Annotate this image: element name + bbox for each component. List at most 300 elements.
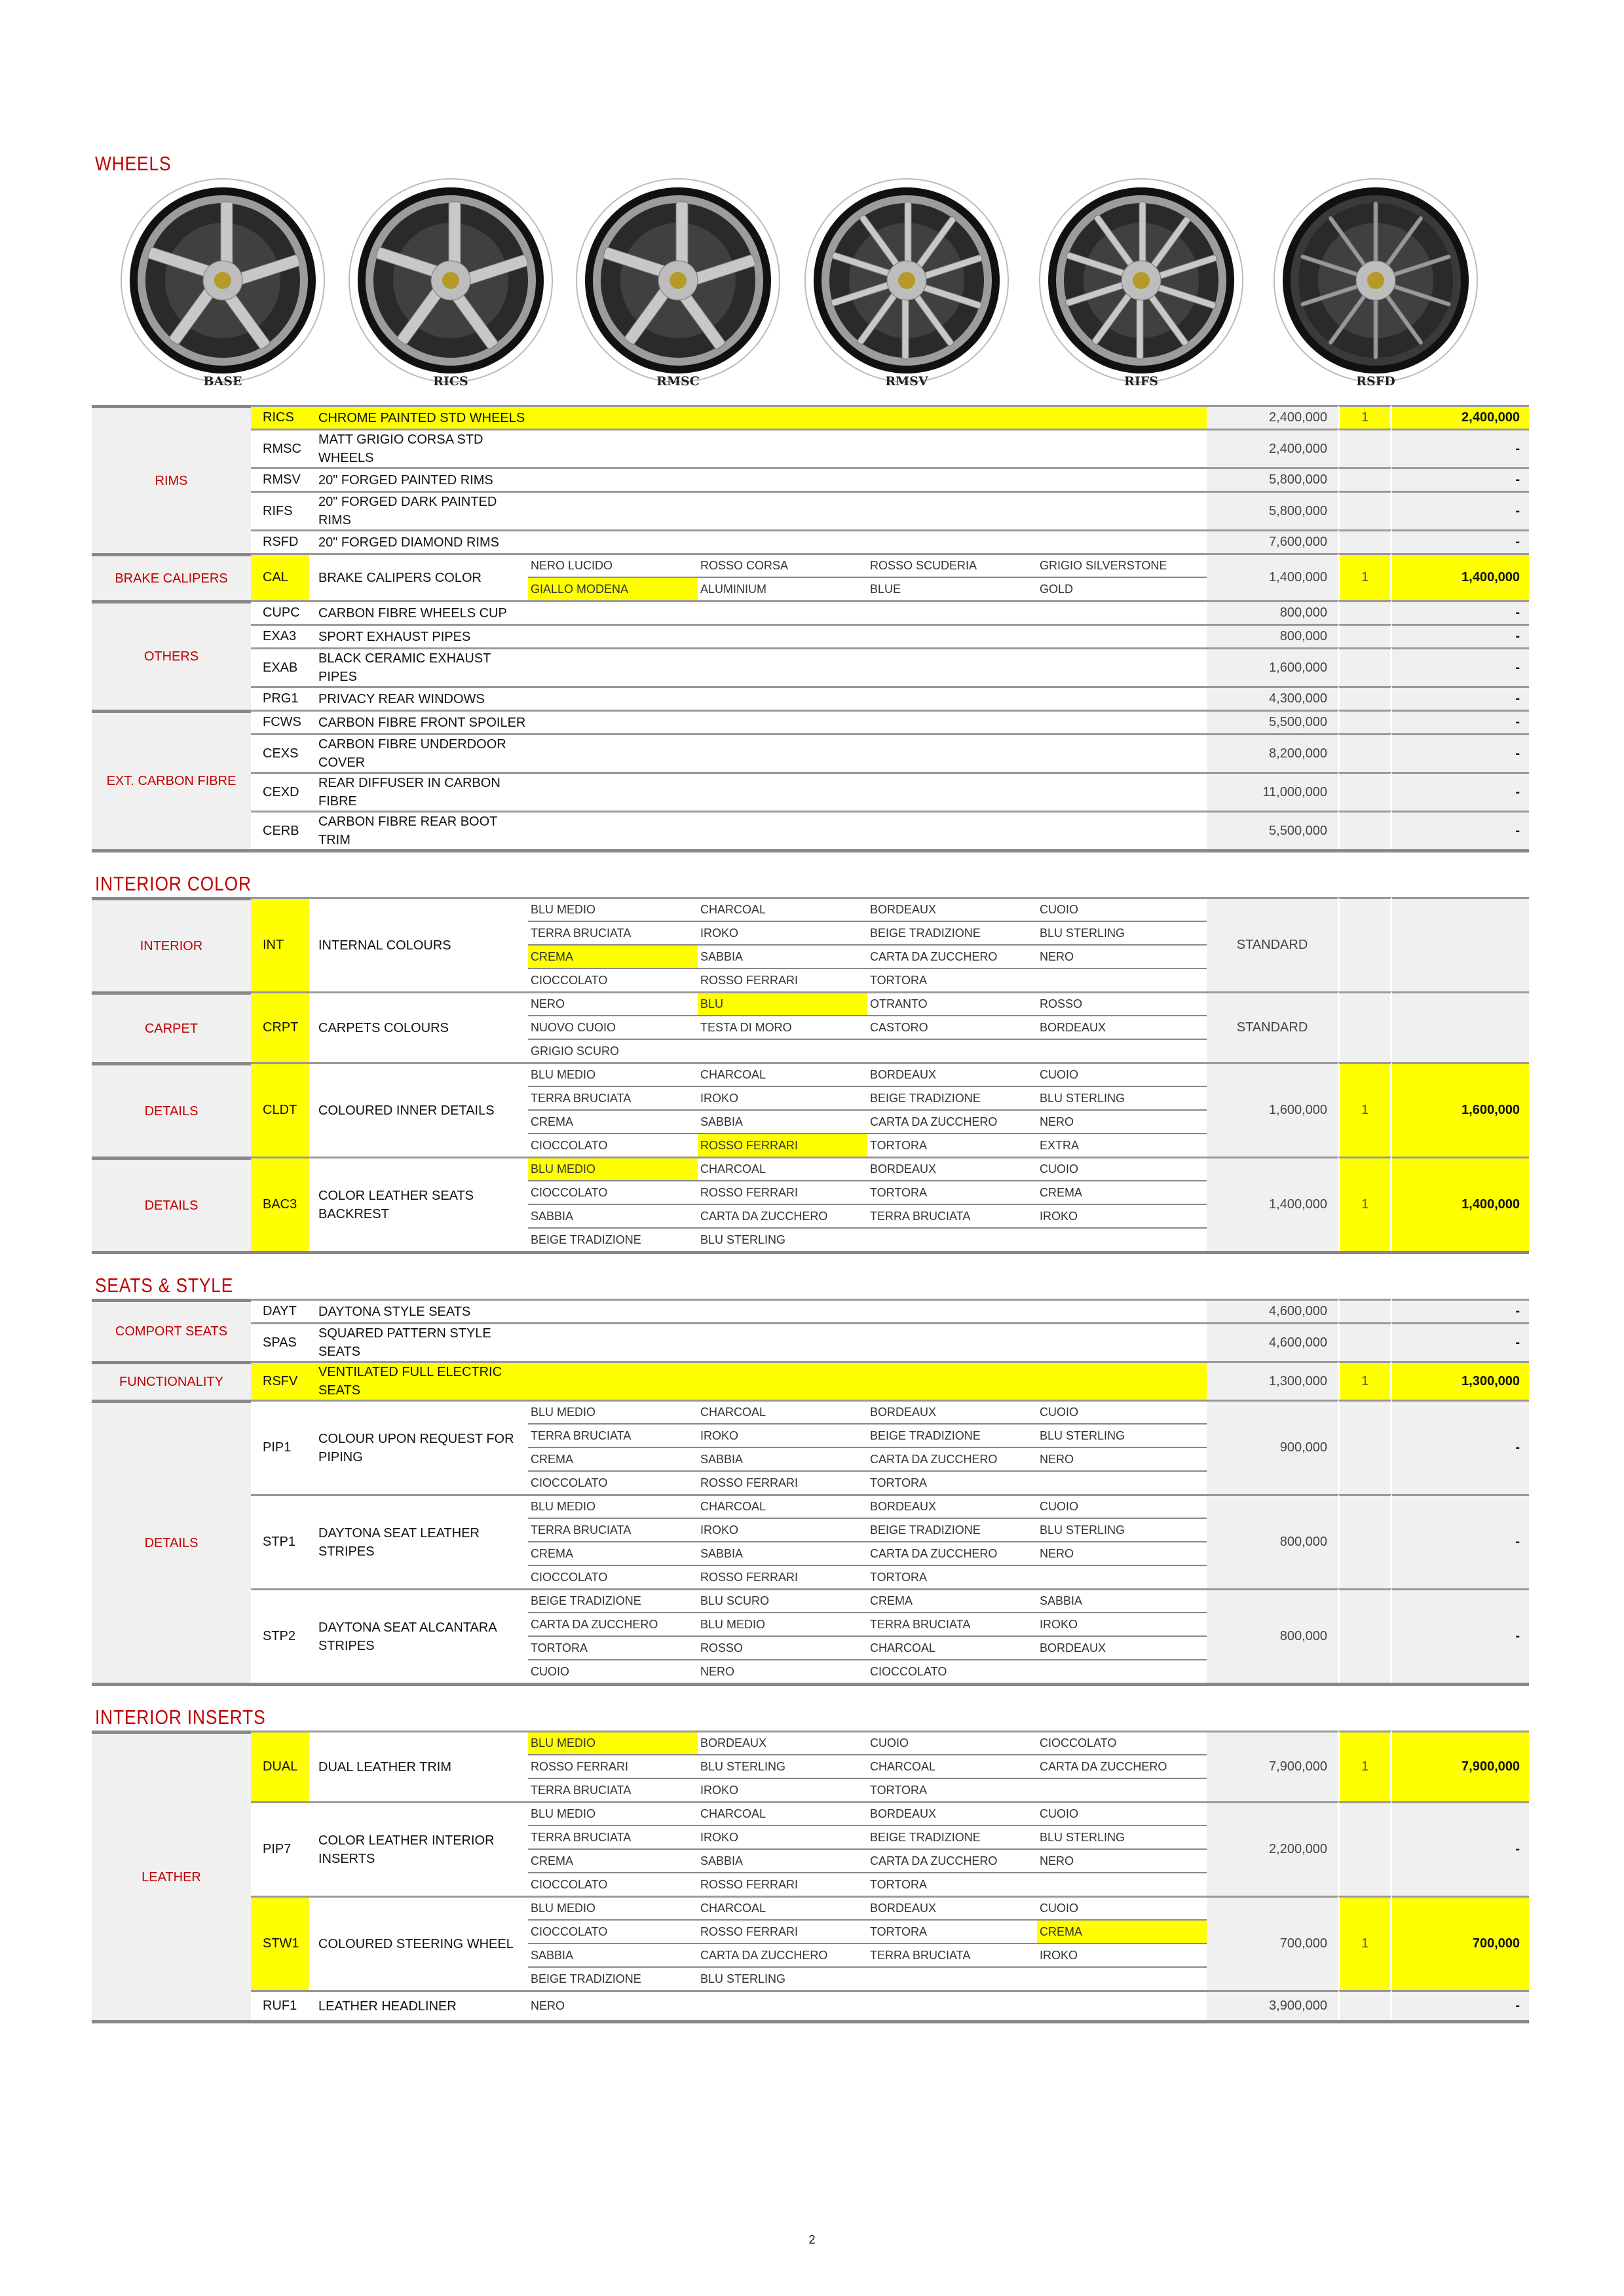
color-option: BLU STERLING xyxy=(1037,1423,1207,1447)
section-title-interior-color: INTERIOR COLOR xyxy=(95,872,252,895)
total-price: - xyxy=(1392,733,1529,772)
color-option: CHARCOAL xyxy=(867,1636,1037,1659)
total-price xyxy=(1392,991,1529,1062)
quantity: 1 xyxy=(1338,1157,1392,1251)
color-option: IROKO xyxy=(1037,1612,1207,1636)
price: 2,400,000 xyxy=(1207,405,1338,429)
wheel-icon xyxy=(1271,176,1481,385)
total-price: - xyxy=(1392,467,1529,491)
quantity xyxy=(1338,710,1392,733)
option-code: CEXD xyxy=(251,772,309,811)
color-option: NUOVO CUOIO xyxy=(528,1015,698,1039)
empty-options-cell xyxy=(528,1361,1207,1400)
color-option: BORDEAUX xyxy=(867,1062,1037,1086)
option-description: COLOR LEATHER SEATS BACKREST xyxy=(309,1157,528,1251)
selected-color-option: BLU MEDIO xyxy=(528,1157,698,1180)
color-option: NERO xyxy=(1037,1447,1207,1470)
option-row xyxy=(92,1801,1529,1825)
color-option: SABBIA xyxy=(698,944,867,968)
group-label: LEATHER xyxy=(92,1731,251,2020)
quantity: 1 xyxy=(1338,1361,1392,1400)
color-option: IROKO xyxy=(1037,1943,1207,1966)
total-price xyxy=(1392,897,1529,991)
option-row xyxy=(92,1157,1529,1180)
empty-options-cell xyxy=(528,624,1207,647)
color-option: ROSSO FERRARI xyxy=(698,1180,867,1204)
color-option: CHARCOAL xyxy=(698,1157,867,1180)
color-option: CHARCOAL xyxy=(698,1801,867,1825)
option-row xyxy=(92,686,1529,710)
color-option: ALUMINIUM xyxy=(698,577,867,600)
option-row xyxy=(92,405,1529,429)
total-price: - xyxy=(1392,811,1529,849)
wheel-label: BASE xyxy=(203,374,242,389)
color-option xyxy=(1037,1872,1207,1896)
color-option: IROKO xyxy=(698,921,867,944)
option-code: CEXS xyxy=(251,733,309,772)
color-option: CUOIO xyxy=(528,1659,698,1683)
price: 700,000 xyxy=(1207,1896,1338,1990)
price-list xyxy=(92,152,1529,2023)
color-option: SABBIA xyxy=(528,1204,698,1227)
color-option: CIOCCOLATO xyxy=(528,1565,698,1588)
color-option: BLUE xyxy=(867,577,1037,600)
color-option: TORTORA xyxy=(867,1565,1037,1588)
total-price: - xyxy=(1392,1322,1529,1361)
option-row xyxy=(92,529,1529,553)
color-option: BLU STERLING xyxy=(1037,1518,1207,1541)
option-row xyxy=(92,1062,1529,1086)
group-label: DETAILS xyxy=(92,1400,251,1683)
price: 1,600,000 xyxy=(1207,647,1338,686)
color-option: CHARCOAL xyxy=(698,1494,867,1518)
total-price: - xyxy=(1392,772,1529,811)
color-option: GRIGIO SILVERSTONE xyxy=(1037,553,1207,577)
seats-style-table xyxy=(92,1299,1529,1686)
option-description: REAR DIFFUSER IN CARBON FIBRE xyxy=(309,772,528,811)
option-description: COLOR LEATHER INTERIOR INSERTS xyxy=(309,1801,528,1896)
option-code: CAL xyxy=(251,553,309,600)
total-price: 1,600,000 xyxy=(1392,1062,1529,1157)
price: 1,400,000 xyxy=(1207,553,1338,600)
option-code: RMSV xyxy=(251,467,309,491)
option-code: DAYT xyxy=(251,1299,309,1322)
color-option: IROKO xyxy=(698,1825,867,1848)
price: STANDARD xyxy=(1207,991,1338,1062)
option-description: COLOUR UPON REQUEST FOR PIPING xyxy=(309,1400,528,1494)
quantity: 1 xyxy=(1338,1062,1392,1157)
color-option: NERO xyxy=(528,991,698,1015)
color-option xyxy=(1037,1039,1207,1062)
color-option: BLU MEDIO xyxy=(528,1400,698,1423)
option-description: CARBON FIBRE WHEELS CUP xyxy=(309,600,528,624)
color-option: BLU STERLING xyxy=(1037,1086,1207,1109)
quantity xyxy=(1338,1400,1392,1494)
color-option: CIOCCOLATO xyxy=(528,1180,698,1204)
quantity: 1 xyxy=(1338,405,1392,429)
total-price: 7,900,000 xyxy=(1392,1731,1529,1801)
color-option: SABBIA xyxy=(698,1541,867,1565)
wheel-label: RSFD xyxy=(1356,374,1395,389)
color-option: CHARCOAL xyxy=(698,897,867,921)
total-price: - xyxy=(1392,710,1529,733)
selected-color-option: ROSSO FERRARI xyxy=(698,1133,867,1157)
empty-options-cell xyxy=(528,1322,1207,1361)
quantity xyxy=(1338,429,1392,467)
color-option: BORDEAUX xyxy=(867,897,1037,921)
option-code: PRG1 xyxy=(251,686,309,710)
color-option xyxy=(1037,1470,1207,1494)
option-description: CARBON FIBRE REAR BOOT TRIM xyxy=(309,811,528,849)
wheel-label: RMSC xyxy=(656,374,700,389)
color-option: BLU SCURO xyxy=(698,1588,867,1612)
group-label: BRAKE CALIPERS xyxy=(92,553,251,600)
color-option: BEIGE TRADIZIONE xyxy=(867,921,1037,944)
color-option: TORTORA xyxy=(867,1133,1037,1157)
color-option: TERRA BRUCIATA xyxy=(867,1943,1037,1966)
option-code: RSFD xyxy=(251,529,309,553)
wheel-image-rmsc xyxy=(573,176,783,392)
quantity xyxy=(1338,897,1392,991)
quantity xyxy=(1338,1299,1392,1322)
color-option: CIOCCOLATO xyxy=(1037,1731,1207,1754)
color-option: BLU MEDIO xyxy=(528,897,698,921)
option-description: DAYTONA STYLE SEATS xyxy=(309,1299,528,1322)
quantity xyxy=(1338,811,1392,849)
color-option: ROSSO FERRARI xyxy=(698,968,867,991)
total-price: - xyxy=(1392,600,1529,624)
color-option: BORDEAUX xyxy=(867,1494,1037,1518)
group-label: RIMS xyxy=(92,405,251,553)
color-option: CREMA xyxy=(528,1848,698,1872)
option-description: COLOURED STEERING WHEEL xyxy=(309,1896,528,1990)
color-option: NERO xyxy=(1037,1109,1207,1133)
group-label: DETAILS xyxy=(92,1062,251,1157)
color-option xyxy=(1037,968,1207,991)
quantity xyxy=(1338,1588,1392,1683)
quantity xyxy=(1338,624,1392,647)
price: 8,200,000 xyxy=(1207,733,1338,772)
color-option: CHARCOAL xyxy=(698,1896,867,1919)
total-price: - xyxy=(1392,429,1529,467)
option-code: RIFS xyxy=(251,491,309,529)
price: 2,200,000 xyxy=(1207,1801,1338,1896)
color-option: TORTORA xyxy=(867,1919,1037,1943)
color-option: TORTORA xyxy=(867,968,1037,991)
color-option: BLU STERLING xyxy=(698,1966,867,1990)
option-description: CHROME PAINTED STD WHEELS xyxy=(309,405,528,429)
quantity xyxy=(1338,991,1392,1062)
color-option: ROSSO xyxy=(1037,991,1207,1015)
color-option: BORDEAUX xyxy=(698,1731,867,1754)
total-price: 2,400,000 xyxy=(1392,405,1529,429)
color-option: BLU STERLING xyxy=(1037,921,1207,944)
section-title-seats-style: SEATS & STYLE xyxy=(95,1274,234,1297)
color-option: TORTORA xyxy=(867,1778,1037,1801)
wheel-image-rsfd xyxy=(1271,176,1481,392)
color-option: CREMA xyxy=(528,1541,698,1565)
option-code: INT xyxy=(251,897,309,991)
option-row xyxy=(92,1896,1529,1919)
option-row xyxy=(92,733,1529,772)
color-option: TERRA BRUCIATA xyxy=(528,1778,698,1801)
quantity xyxy=(1338,600,1392,624)
color-option: CUOIO xyxy=(1037,1157,1207,1180)
color-option: ROSSO CORSA xyxy=(698,553,867,577)
option-code: PIP1 xyxy=(251,1400,309,1494)
color-option: CUOIO xyxy=(1037,1801,1207,1825)
color-option: EXTRA xyxy=(1037,1133,1207,1157)
color-option: TERRA BRUCIATA xyxy=(528,921,698,944)
wheel-label: RICS xyxy=(433,374,468,389)
price: 4,300,000 xyxy=(1207,686,1338,710)
option-code: BAC3 xyxy=(251,1157,309,1251)
color-option: CARTA DA ZUCCHERO xyxy=(867,944,1037,968)
color-option: CREMA xyxy=(528,1109,698,1133)
empty-options-cell xyxy=(528,1299,1207,1322)
interior-color-table xyxy=(92,897,1529,1254)
color-option: BORDEAUX xyxy=(867,1157,1037,1180)
quantity: 1 xyxy=(1338,1896,1392,1990)
quantity xyxy=(1338,1494,1392,1588)
option-code: CUPC xyxy=(251,600,309,624)
color-option: BLU MEDIO xyxy=(528,1062,698,1086)
empty-options-cell xyxy=(528,491,1207,529)
option-row xyxy=(92,647,1529,686)
empty-options-cell xyxy=(528,772,1207,811)
section-title-interior-inserts: INTERIOR INSERTS xyxy=(95,1706,266,1729)
option-code: STP1 xyxy=(251,1494,309,1588)
color-option: BLU MEDIO xyxy=(528,1494,698,1518)
color-option: NERO xyxy=(1037,1541,1207,1565)
option-row xyxy=(92,1588,1529,1612)
total-price: 1,300,000 xyxy=(1392,1361,1529,1400)
selected-color-option: BLU MEDIO xyxy=(528,1731,698,1754)
color-option: BORDEAUX xyxy=(1037,1636,1207,1659)
color-option: CARTA DA ZUCCHERO xyxy=(867,1447,1037,1470)
color-option: BLU MEDIO xyxy=(528,1896,698,1919)
option-row xyxy=(92,991,1529,1015)
quantity xyxy=(1338,1322,1392,1361)
color-option: BEIGE TRADIZIONE xyxy=(528,1966,698,1990)
color-option: IROKO xyxy=(698,1086,867,1109)
wheel-image-rics xyxy=(346,176,556,392)
total-price: - xyxy=(1392,624,1529,647)
selected-color-option: CREMA xyxy=(1037,1919,1207,1943)
price: 1,300,000 xyxy=(1207,1361,1338,1400)
color-option: BLU STERLING xyxy=(1037,1825,1207,1848)
option-description: INTERNAL COLOURS xyxy=(309,897,528,991)
price: 5,500,000 xyxy=(1207,710,1338,733)
color-option: ROSSO FERRARI xyxy=(698,1470,867,1494)
group-label: COMPORT SEATS xyxy=(92,1299,251,1361)
group-label: FUNCTIONALITY xyxy=(92,1361,251,1400)
total-price: 1,400,000 xyxy=(1392,553,1529,600)
color-option: SABBIA xyxy=(698,1848,867,1872)
color-option: CARTA DA ZUCCHERO xyxy=(867,1848,1037,1872)
quantity xyxy=(1338,686,1392,710)
color-option: GRIGIO SCURO xyxy=(528,1039,698,1062)
option-row xyxy=(92,624,1529,647)
color-option xyxy=(1037,1659,1207,1683)
color-option: SABBIA xyxy=(1037,1588,1207,1612)
total-price: - xyxy=(1392,1801,1529,1896)
color-option: ROSSO FERRARI xyxy=(698,1919,867,1943)
price: 800,000 xyxy=(1207,1494,1338,1588)
color-option: ROSSO FERRARI xyxy=(528,1754,698,1778)
color-option: BEIGE TRADIZIONE xyxy=(867,1825,1037,1848)
color-option: CUOIO xyxy=(1037,1896,1207,1919)
wheel-icon xyxy=(346,176,556,385)
color-option: TESTA DI MORO xyxy=(698,1015,867,1039)
option-description: CARBON FIBRE FRONT SPOILER xyxy=(309,710,528,733)
color-option: TORTORA xyxy=(867,1180,1037,1204)
option-description: 20" FORGED PAINTED RIMS xyxy=(309,467,528,491)
color-option: CARTA DA ZUCCHERO xyxy=(528,1612,698,1636)
option-row xyxy=(92,1299,1529,1322)
option-code: CLDT xyxy=(251,1062,309,1157)
price: 900,000 xyxy=(1207,1400,1338,1494)
wheels-table xyxy=(92,405,1529,852)
option-description: CARPETS COLOURS xyxy=(309,991,528,1062)
option-code: DUAL xyxy=(251,1731,309,1801)
price: 800,000 xyxy=(1207,624,1338,647)
quantity xyxy=(1338,647,1392,686)
option-code: FCWS xyxy=(251,710,309,733)
price: 3,900,000 xyxy=(1207,1990,1338,2020)
option-description: DAYTONA SEAT LEATHER STRIPES xyxy=(309,1494,528,1588)
color-option: CIOCCOLATO xyxy=(528,968,698,991)
option-code: STW1 xyxy=(251,1896,309,1990)
option-description: SPORT EXHAUST PIPES xyxy=(309,624,528,647)
total-price: - xyxy=(1392,1990,1529,2020)
quantity xyxy=(1338,1801,1392,1896)
price: 2,400,000 xyxy=(1207,429,1338,467)
quantity xyxy=(1338,529,1392,553)
total-price: - xyxy=(1392,1494,1529,1588)
total-price: - xyxy=(1392,491,1529,529)
page-number: 2 xyxy=(808,2233,816,2246)
color-option: CARTA DA ZUCCHERO xyxy=(1037,1754,1207,1778)
option-description: DUAL LEATHER TRIM xyxy=(309,1731,528,1801)
option-description: LEATHER HEADLINER xyxy=(309,1990,528,2020)
color-option: SABBIA xyxy=(698,1109,867,1133)
option-row xyxy=(92,1322,1529,1361)
quantity xyxy=(1338,491,1392,529)
color-option xyxy=(867,1966,1037,1990)
price: 5,800,000 xyxy=(1207,467,1338,491)
color-option: CARTA DA ZUCCHERO xyxy=(867,1109,1037,1133)
selected-color-option: GIALLO MODENA xyxy=(528,577,698,600)
option-code: EXA3 xyxy=(251,624,309,647)
empty-options-cell xyxy=(528,405,1207,429)
price: STANDARD xyxy=(1207,897,1338,991)
empty-options-cell xyxy=(528,600,1207,624)
option-code: CRPT xyxy=(251,991,309,1062)
quantity xyxy=(1338,467,1392,491)
wheel-label: RMSV xyxy=(885,374,928,389)
color-option: CASTORO xyxy=(867,1015,1037,1039)
option-description: PRIVACY REAR WINDOWS xyxy=(309,686,528,710)
price: 1,400,000 xyxy=(1207,1157,1338,1251)
color-option: NERO LUCIDO xyxy=(528,553,698,577)
color-option: SABBIA xyxy=(528,1943,698,1966)
total-price: 1,400,000 xyxy=(1392,1157,1529,1251)
option-code: EXAB xyxy=(251,647,309,686)
option-row xyxy=(92,1361,1529,1400)
option-description: MATT GRIGIO CORSA STD WHEELS xyxy=(309,429,528,467)
interior-inserts-table xyxy=(92,1731,1529,2023)
option-code: PIP7 xyxy=(251,1801,309,1896)
color-option: CREMA xyxy=(1037,1180,1207,1204)
price: 4,600,000 xyxy=(1207,1322,1338,1361)
color-option: CUOIO xyxy=(1037,1062,1207,1086)
color-option: BORDEAUX xyxy=(867,1400,1037,1423)
color-option: CIOCCOLATO xyxy=(528,1919,698,1943)
option-row xyxy=(92,1731,1529,1754)
option-code: CERB xyxy=(251,811,309,849)
price: 5,800,000 xyxy=(1207,491,1338,529)
empty-options-cell xyxy=(528,647,1207,686)
color-option: TERRA BRUCIATA xyxy=(867,1204,1037,1227)
color-option xyxy=(1037,1990,1207,2020)
color-option xyxy=(698,1039,867,1062)
price: 1,600,000 xyxy=(1207,1062,1338,1157)
total-price: 700,000 xyxy=(1392,1896,1529,1990)
color-option: NERO xyxy=(528,1990,698,2020)
option-row xyxy=(92,1400,1529,1423)
empty-options-cell xyxy=(528,811,1207,849)
color-option: NERO xyxy=(1037,944,1207,968)
option-code: RUF1 xyxy=(251,1990,309,2020)
selected-color-option: CREMA xyxy=(528,944,698,968)
option-description: 20" FORGED DARK PAINTED RIMS xyxy=(309,491,528,529)
color-option: TERRA BRUCIATA xyxy=(867,1612,1037,1636)
price: 800,000 xyxy=(1207,600,1338,624)
color-option: BORDEAUX xyxy=(867,1896,1037,1919)
group-label: EXT. CARBON FIBRE xyxy=(92,710,251,849)
color-option: TERRA BRUCIATA xyxy=(528,1423,698,1447)
total-price: - xyxy=(1392,1400,1529,1494)
option-description: SQUARED PATTERN STYLE SEATS xyxy=(309,1322,528,1361)
wheel-label: RIFS xyxy=(1124,374,1158,389)
total-price: - xyxy=(1392,529,1529,553)
option-row xyxy=(92,710,1529,733)
wheels-gallery xyxy=(0,176,1624,405)
color-option: IROKO xyxy=(698,1423,867,1447)
wheel-icon xyxy=(1036,176,1246,385)
color-option: OTRANTO xyxy=(867,991,1037,1015)
price: 7,900,000 xyxy=(1207,1731,1338,1801)
color-option: CUOIO xyxy=(1037,897,1207,921)
wheel-icon xyxy=(573,176,783,385)
color-option: BLU MEDIO xyxy=(698,1612,867,1636)
color-option: NERO xyxy=(698,1659,867,1683)
option-code: STP2 xyxy=(251,1588,309,1683)
option-description: BRAKE CALIPERS COLOR xyxy=(309,553,528,600)
option-row xyxy=(92,553,1529,577)
color-option: CHARCOAL xyxy=(698,1062,867,1086)
quantity xyxy=(1338,772,1392,811)
option-row xyxy=(92,429,1529,467)
option-row xyxy=(92,467,1529,491)
color-option: CHARCOAL xyxy=(867,1754,1037,1778)
color-option: CUOIO xyxy=(1037,1494,1207,1518)
group-label: CARPET xyxy=(92,991,251,1062)
section-title-wheels: WHEELS xyxy=(95,152,172,175)
color-option: BORDEAUX xyxy=(1037,1015,1207,1039)
wheel-image-rmsv xyxy=(802,176,1011,392)
